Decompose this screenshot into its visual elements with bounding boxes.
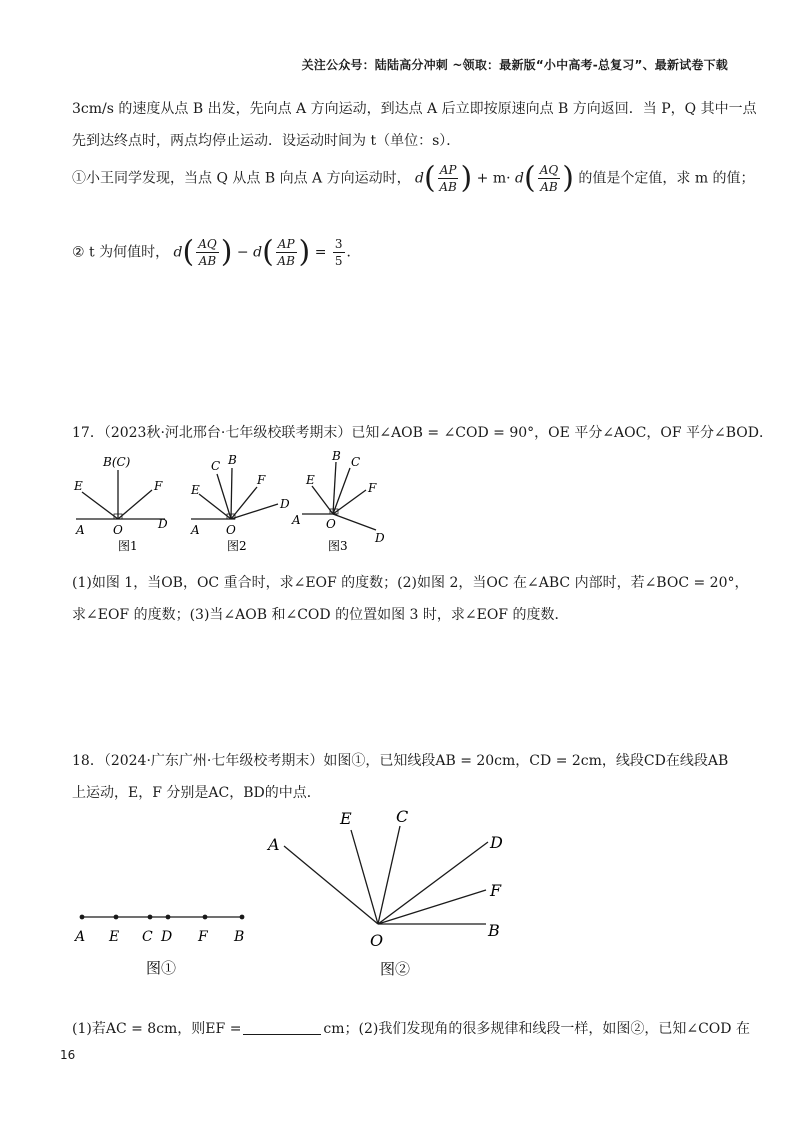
page-number: 16	[60, 1048, 76, 1062]
q16-part1-suffix: 的值是个定值，求 m 的值；	[578, 170, 755, 187]
svg-text:E: E	[340, 809, 352, 828]
q16-line1: 3cm/s 的速度从点 B 出发，先向点 A 方向运动，到达点 A 后立即按原速向点 B 方向返回．当 P，Q 其中一点	[72, 101, 757, 117]
q16-part2-prefix: ② t 为何值时，	[72, 244, 170, 261]
q18-intro-line1: 18．（2024·广东广州·七年级校考期末）如图①，已知线段AB = 20cm，CD = 2cm，线段CD在线段AB	[72, 753, 729, 769]
fig-segment-caption: 图①	[146, 959, 177, 977]
answer-blank[interactable]	[243, 1034, 321, 1035]
math-plus-m: + m·	[476, 170, 511, 187]
svg-text:A: A	[292, 513, 301, 527]
fraction-ap-ab: $\frac{AP}{AB}$	[439, 163, 457, 194]
svg-text:O: O	[370, 931, 384, 950]
fraction-aq-ab-2: $\frac{AQ}{AB}$	[198, 237, 217, 268]
figure-17-3	[290, 448, 390, 552]
figure-17-2	[185, 452, 295, 552]
fraction-aq-ab: $\frac{AQ}{AB}$	[539, 163, 559, 194]
svg-text:B: B	[332, 449, 341, 463]
svg-text:B: B	[234, 929, 245, 945]
fraction-3-5: $\frac{3}{5}$	[334, 237, 343, 268]
svg-text:A: A	[76, 523, 85, 537]
svg-text:A: A	[75, 929, 86, 945]
q16-part1: ①小王同学发现，当点 Q 从点 B 向点 A 方向运动时， d( $\frac{AP}{AB}$ ) + m· d( $\frac{AQ}{AB}$ ) 的值是个定值，求 m 的值；	[72, 160, 755, 196]
q18-question	[72, 1018, 750, 1038]
math-d: d	[415, 170, 424, 187]
svg-text:D: D	[280, 497, 290, 511]
svg-text:D: D	[158, 517, 168, 531]
q18-question-prefix: (1)若AC = 8cm，则EF =	[72, 1021, 242, 1037]
fig1-label-bc: B(C)	[103, 455, 131, 469]
math-minus: −	[236, 244, 249, 261]
svg-text:C: C	[142, 929, 153, 945]
q16-line2: 先到达终点时，两点均停止运动．设运动时间为 t（单位：s）．	[72, 133, 461, 149]
svg-text:F: F	[257, 473, 266, 487]
svg-text:F: F	[198, 929, 208, 945]
svg-text:B: B	[488, 921, 500, 940]
fig3-caption: 图3	[328, 539, 348, 552]
q16-part1-prefix: ①小王同学发现，当点 Q 从点 B 向点 A 方向运动时，	[72, 170, 411, 187]
svg-text:B: B	[228, 453, 237, 467]
q17-question-line2: 求∠EOF 的度数；(3)当∠AOB 和∠COD 的位置如图 3 时，求∠EOF 的度数．	[72, 607, 569, 623]
figure-18-1-segment	[70, 905, 260, 985]
svg-text:E: E	[191, 483, 200, 497]
svg-text:A: A	[268, 835, 280, 854]
q17-intro: 17．（2023秋·河北邢台·七年级校联考期末）已知∠AOB = ∠COD = 90°，OE 平分∠AOC，OF 平分∠BOD．	[72, 425, 773, 441]
page-header: 关注公众号：陆陆高分冲刺 ~领取：最新版“小中高考-总复习”、最新试卷下载	[301, 58, 728, 72]
svg-text:E: E	[306, 473, 315, 487]
figure-18-2-angle	[260, 800, 520, 985]
svg-text:O: O	[226, 523, 236, 537]
fig1-caption: 图1	[118, 539, 138, 552]
svg-text:E: E	[74, 479, 83, 493]
svg-text:D: D	[375, 531, 385, 545]
fig-angle-caption: 图②	[380, 960, 411, 978]
svg-text:F: F	[490, 881, 502, 900]
q18-question-suffix: cm；(2)我们发现角的很多规律和线段一样，如图②，已知∠COD 在	[323, 1021, 750, 1037]
svg-text:A: A	[191, 523, 200, 537]
svg-text:O: O	[326, 517, 336, 531]
svg-text:C: C	[351, 455, 361, 469]
svg-text:F: F	[368, 481, 377, 495]
fig2-caption: 图2	[227, 539, 247, 552]
figure-17-1	[70, 452, 180, 552]
svg-text:F: F	[154, 479, 163, 493]
fraction-ap-ab-2: $\frac{AP}{AB}$	[277, 237, 295, 268]
svg-text:D: D	[161, 929, 173, 945]
svg-text:O: O	[113, 523, 123, 537]
svg-text:C: C	[211, 459, 221, 473]
math-equals: =	[314, 244, 327, 261]
svg-text:D: D	[490, 833, 503, 852]
q17-question-line1: (1)如图 1，当OB，OC 重合时，求∠EOF 的度数；(2)如图 2，当OC 在∠ABC 内部时，若∠BOC = 20°，	[72, 575, 749, 591]
q16-part2: ② t 为何值时， d( $\frac{AQ}{AB}$ ) − d( $\frac{AP}{AB}$ ) = $\frac{3}{5}$ ．	[72, 234, 361, 270]
svg-text:C: C	[396, 807, 409, 826]
q18-intro-line2: 上运动，E，F 分别是AC，BD的中点．	[72, 785, 321, 801]
svg-text:E: E	[109, 929, 120, 945]
